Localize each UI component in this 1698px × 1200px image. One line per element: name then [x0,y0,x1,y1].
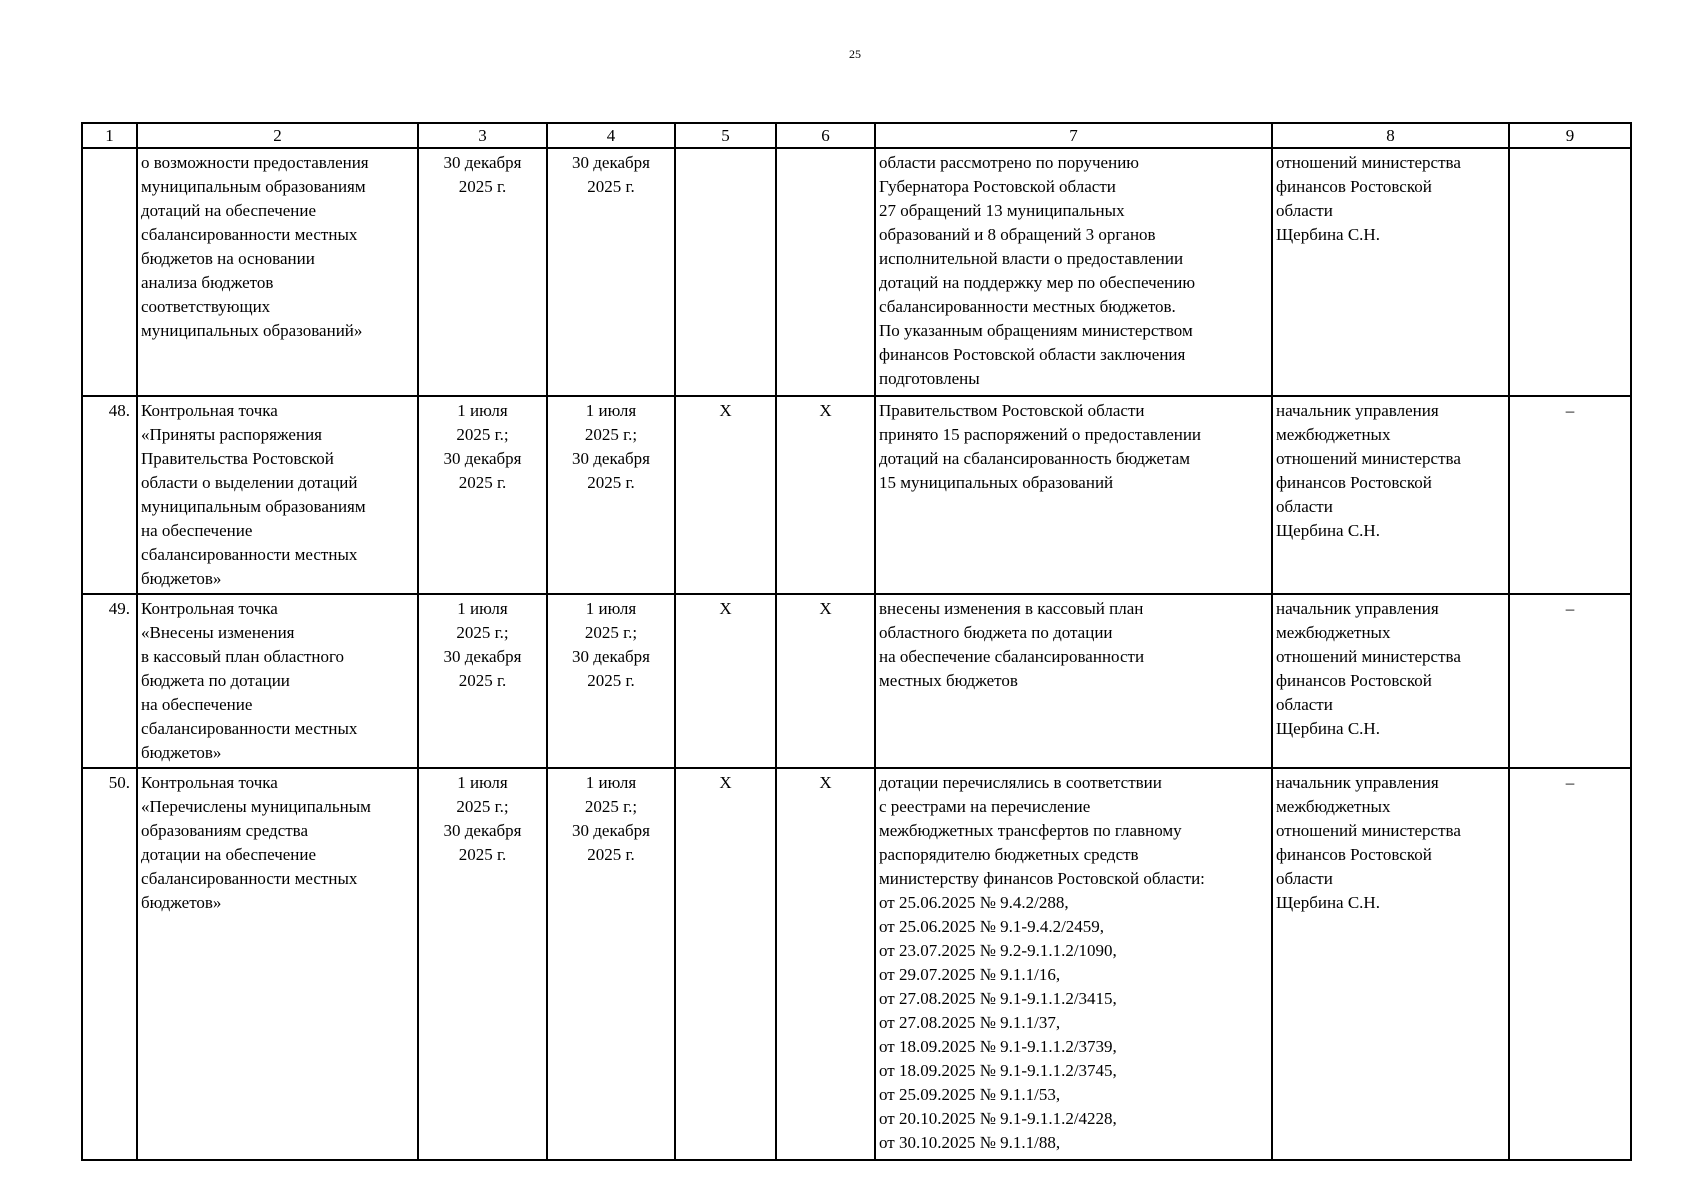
responsible-cell: начальник управления межбюджетных отношений министерства финансов Ростовской области Щербина С.Н. [1272,768,1509,1160]
column-5-cell: Х [675,396,776,594]
table-row [82,594,1631,768]
row-number: 49. [82,594,137,768]
column-6-cell: Х [776,396,875,594]
planned-date-cell: 30 декабря 2025 г. [418,148,547,396]
header-cell-6: 6 [776,123,875,148]
result-cell: дотации перечислялись в соответствии с реестрами на перечисление межбюджетных трансфертов по главному распорядителю бюджетных средств министерству финансов Ростовской области: от 25.06.2025 № 9.4.2/288, от 25.06.2025 № 9.1-9.4.2/2459, от 23.07.2025 № 9.2-9.1.1.2/1090, от 29.07.2025 № 9.1.1/16, от 27.08.2025 № 9.1-9.1.1.2/3415, от 27.08.2025 № 9.1.1/37, от 18.09.2025 № 9.1-9.1.1.2/3739, от 18.09.2025 № 9.1-9.1.1.2/3745, от 25.09.2025 № 9.1.1/53, от 20.10.2025 № 9.1-9.1.1.2/4228, от 30.10.2025 № 9.1.1/88, [875,768,1272,1160]
column-6-cell: Х [776,768,875,1160]
column-5-cell [675,148,776,396]
result-cell: области рассмотрено по поручению Губернатора Ростовской области 27 обращений 13 муниципальных образований и 8 обращений 3 органов исполнительной власти о предоставлении дотаций на поддержку мер по обеспечению сбалансированности местных бюджетов. По указанным обращениям министерством финансов Ростовской области заключения подготовлены [875,148,1272,396]
header-cell-1: 1 [82,123,137,148]
result-cell: внесены изменения в кассовый план областного бюджета по дотации на обеспечение сбалансированности местных бюджетов [875,594,1272,768]
table-row [82,148,1631,396]
column-9-cell: – [1509,396,1631,594]
report-table [81,122,1632,1161]
row-number [82,148,137,396]
header-cell-8: 8 [1272,123,1509,148]
column-5-cell: Х [675,594,776,768]
actual-date-cell: 30 декабря 2025 г. [547,148,675,396]
header-cell-3: 3 [418,123,547,148]
row-number: 48. [82,396,137,594]
event-name-cell: о возможности предоставления муниципальным образованиям дотаций на обеспечение сбалансированности местных бюджетов на основании анализа бюджетов соответствующих муниципальных образований» [137,148,418,396]
row-number: 50. [82,768,137,1160]
table-row [82,768,1631,1160]
event-name-cell: Контрольная точка «Перечислены муниципальным образованиям средства дотации на обеспечение сбалансированности местных бюджетов» [137,768,418,1160]
event-name-cell: Контрольная точка «Приняты распоряжения Правительства Ростовской области о выделении дотаций муниципальным образованиям на обеспечение сбалансированности местных бюджетов» [137,396,418,594]
actual-date-cell: 1 июля 2025 г.; 30 декабря 2025 г. [547,768,675,1160]
result-cell: Правительством Ростовской области принято 15 распоряжений о предоставлении дотаций на сбалансированность бюджетам 15 муниципальных образований [875,396,1272,594]
column-6-cell: Х [776,594,875,768]
table-header-row [82,123,1631,148]
header-cell-2: 2 [137,123,418,148]
column-5-cell: Х [675,768,776,1160]
responsible-cell: отношений министерства финансов Ростовской области Щербина С.Н. [1272,148,1509,396]
planned-date-cell: 1 июля 2025 г.; 30 декабря 2025 г. [418,396,547,594]
actual-date-cell: 1 июля 2025 г.; 30 декабря 2025 г. [547,594,675,768]
column-9-cell [1509,148,1631,396]
header-cell-7: 7 [875,123,1272,148]
table-row [82,396,1631,594]
page-number: 25 [849,47,861,61]
planned-date-cell: 1 июля 2025 г.; 30 декабря 2025 г. [418,594,547,768]
column-9-cell: – [1509,768,1631,1160]
header-cell-9: 9 [1509,123,1631,148]
event-name-cell: Контрольная точка «Внесены изменения в кассовый план областного бюджета по дотации на обеспечение сбалансированности местных бюджетов» [137,594,418,768]
responsible-cell: начальник управления межбюджетных отношений министерства финансов Ростовской области Щербина С.Н. [1272,594,1509,768]
header-cell-4: 4 [547,123,675,148]
column-9-cell: – [1509,594,1631,768]
planned-date-cell: 1 июля 2025 г.; 30 декабря 2025 г. [418,768,547,1160]
column-6-cell [776,148,875,396]
actual-date-cell: 1 июля 2025 г.; 30 декабря 2025 г. [547,396,675,594]
responsible-cell: начальник управления межбюджетных отношений министерства финансов Ростовской области Щербина С.Н. [1272,396,1509,594]
header-cell-5: 5 [675,123,776,148]
